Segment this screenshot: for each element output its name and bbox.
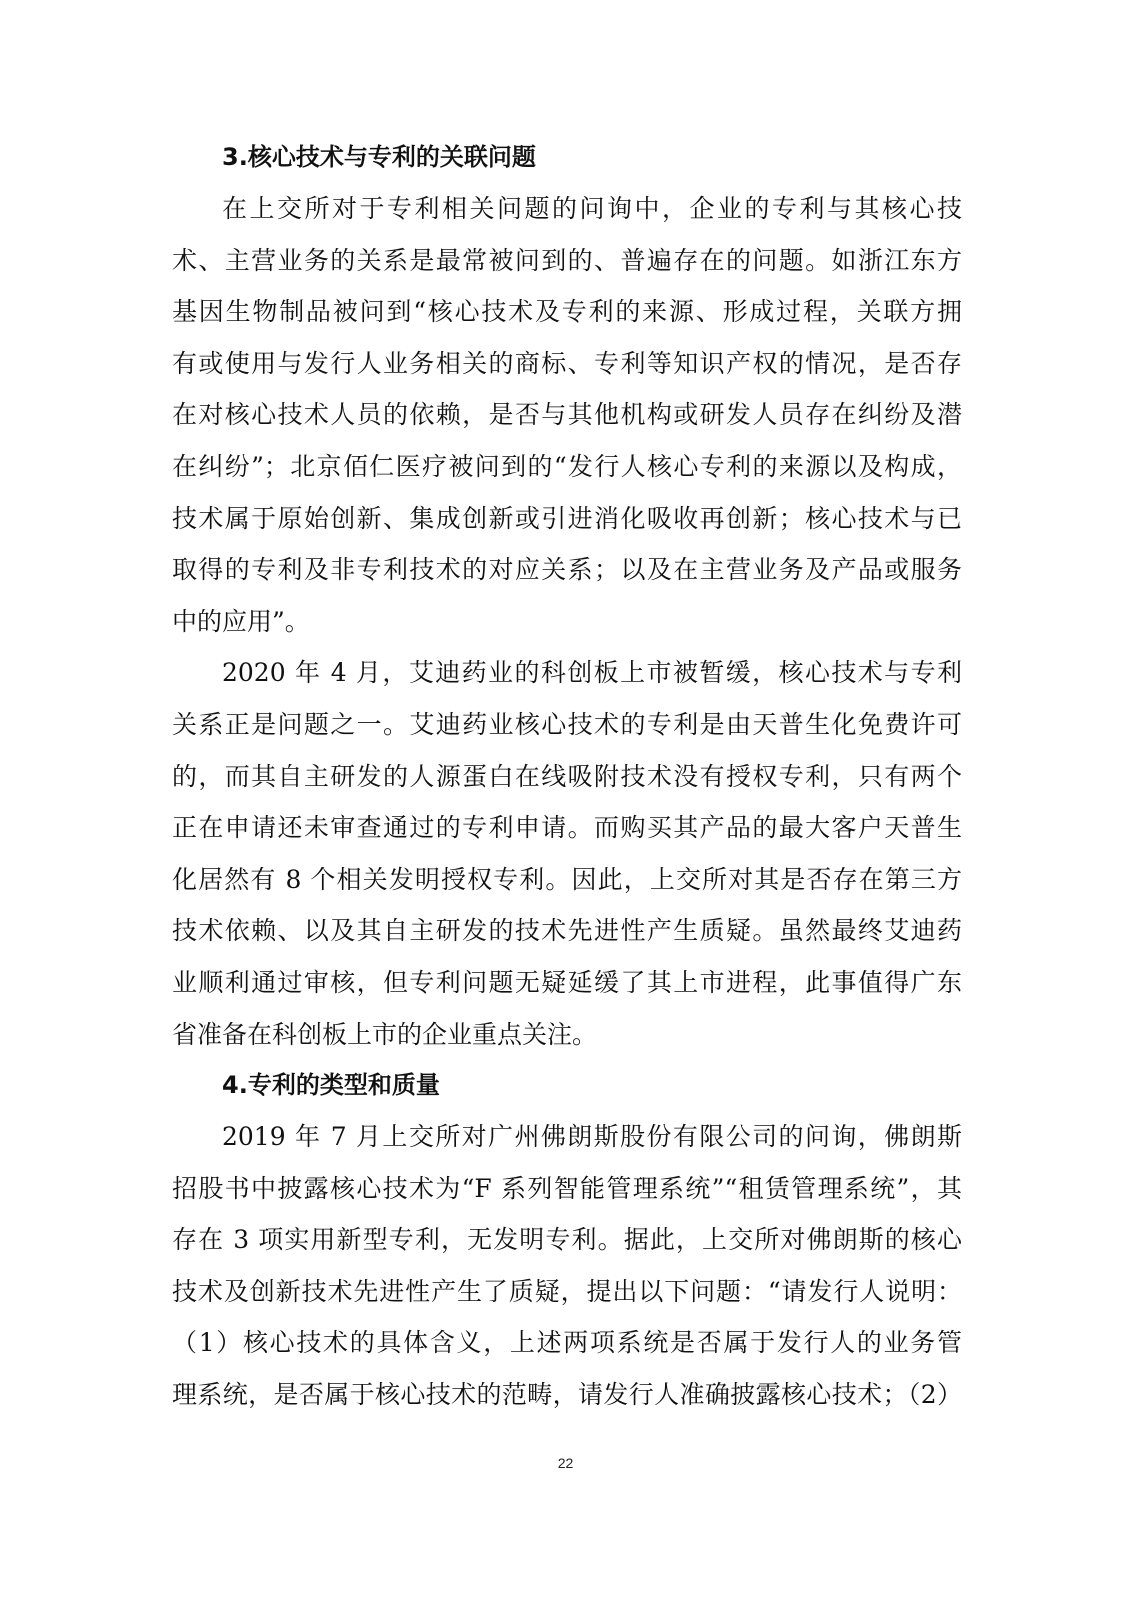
paragraph-line: 招股书中披露核心技术为“F 系列智能管理系统”“租赁管理系统”，其: [172, 1173, 962, 1203]
paragraph-line: 技术依赖、以及其自主研发的技术先进性产生质疑。虽然最终艾迪药: [172, 916, 962, 946]
paragraph-line: 存在 3 项实用新型专利，无发明专利。据此，上交所对佛朗斯的核心: [172, 1225, 962, 1255]
section-3-paragraph-2: [172, 647, 962, 1060]
paragraph-line: 2020 年 4 月，艾迪药业的科创板上市被暂缓，核心技术与专利: [222, 658, 962, 688]
paragraph-line: 化居然有 8 个相关发明授权专利。因此，上交所对其是否存在第三方: [172, 864, 962, 894]
paragraph-line: 基因生物制品被问到“核心技术及专利的来源、形成过程，关联方拥: [172, 297, 962, 327]
paragraph-line: 术、主营业务的关系是最常被问到的、普遍存在的问题。如浙江东方: [172, 245, 962, 275]
section-4-heading: 4.专利的类型和质量: [222, 1071, 440, 1100]
paragraph-line: 技术及创新技术先进性产生了质疑，提出以下问题：“请发行人说明：: [172, 1276, 962, 1306]
section-3-heading: 3.核心技术与专利的关联问题: [222, 143, 536, 171]
paragraph-line: 2019 年 7 月上交所对广州佛朗斯股份有限公司的问询，佛朗斯: [222, 1122, 962, 1152]
paragraph-line: 取得的专利及非专利技术的对应关系；以及在主营业务及产品或服务: [172, 555, 962, 585]
paragraph-line: 在纠纷”；北京佰仁医疗被问到的“发行人核心专利的来源以及构成，: [172, 451, 962, 481]
page-number: 22: [557, 1455, 574, 1471]
section-4-paragraph-1: [172, 1111, 962, 1421]
paragraph-line: （1）核心技术的具体含义，上述两项系统是否属于发行人的业务管: [172, 1328, 962, 1358]
paragraph-line: 在对核心技术人员的依赖，是否与其他机构或研发人员存在纠纷及潜: [172, 400, 962, 430]
paragraph-line: 有或使用与发行人业务相关的商标、专利等知识产权的情况，是否存: [172, 348, 962, 378]
paragraph-line: 中的应用”。: [172, 606, 310, 636]
paragraph-line: 技术属于原始创新、集成创新或引进消化吸收再创新；核心技术与已: [172, 503, 962, 533]
paragraph-line: 关系正是问题之一。艾迪药业核心技术的专利是由天普生化免费许可: [172, 709, 962, 739]
paragraph-line: 的，而其自主研发的人源蛋白在线吸附技术没有授权专利，只有两个: [172, 761, 962, 791]
paragraph-line: 业顺利通过审核，但专利问题无疑延缓了其上市进程，此事值得广东: [172, 967, 962, 997]
paragraph-line: 理系统，是否属于核心技术的范畴，请发行人准确披露核心技术；（2）: [172, 1380, 962, 1410]
document-body: [172, 132, 962, 1421]
paragraph-line: 省准备在科创板上市的企业重点关注。: [172, 1019, 598, 1049]
paragraph-line: 在上交所对于专利相关问题的问询中，企业的专利与其核心技: [222, 194, 962, 223]
paragraph-line: 正在申请还未审查通过的专利申请。而购买其产品的最大客户天普生: [172, 813, 962, 843]
section-3-paragraph-1: [172, 183, 962, 647]
